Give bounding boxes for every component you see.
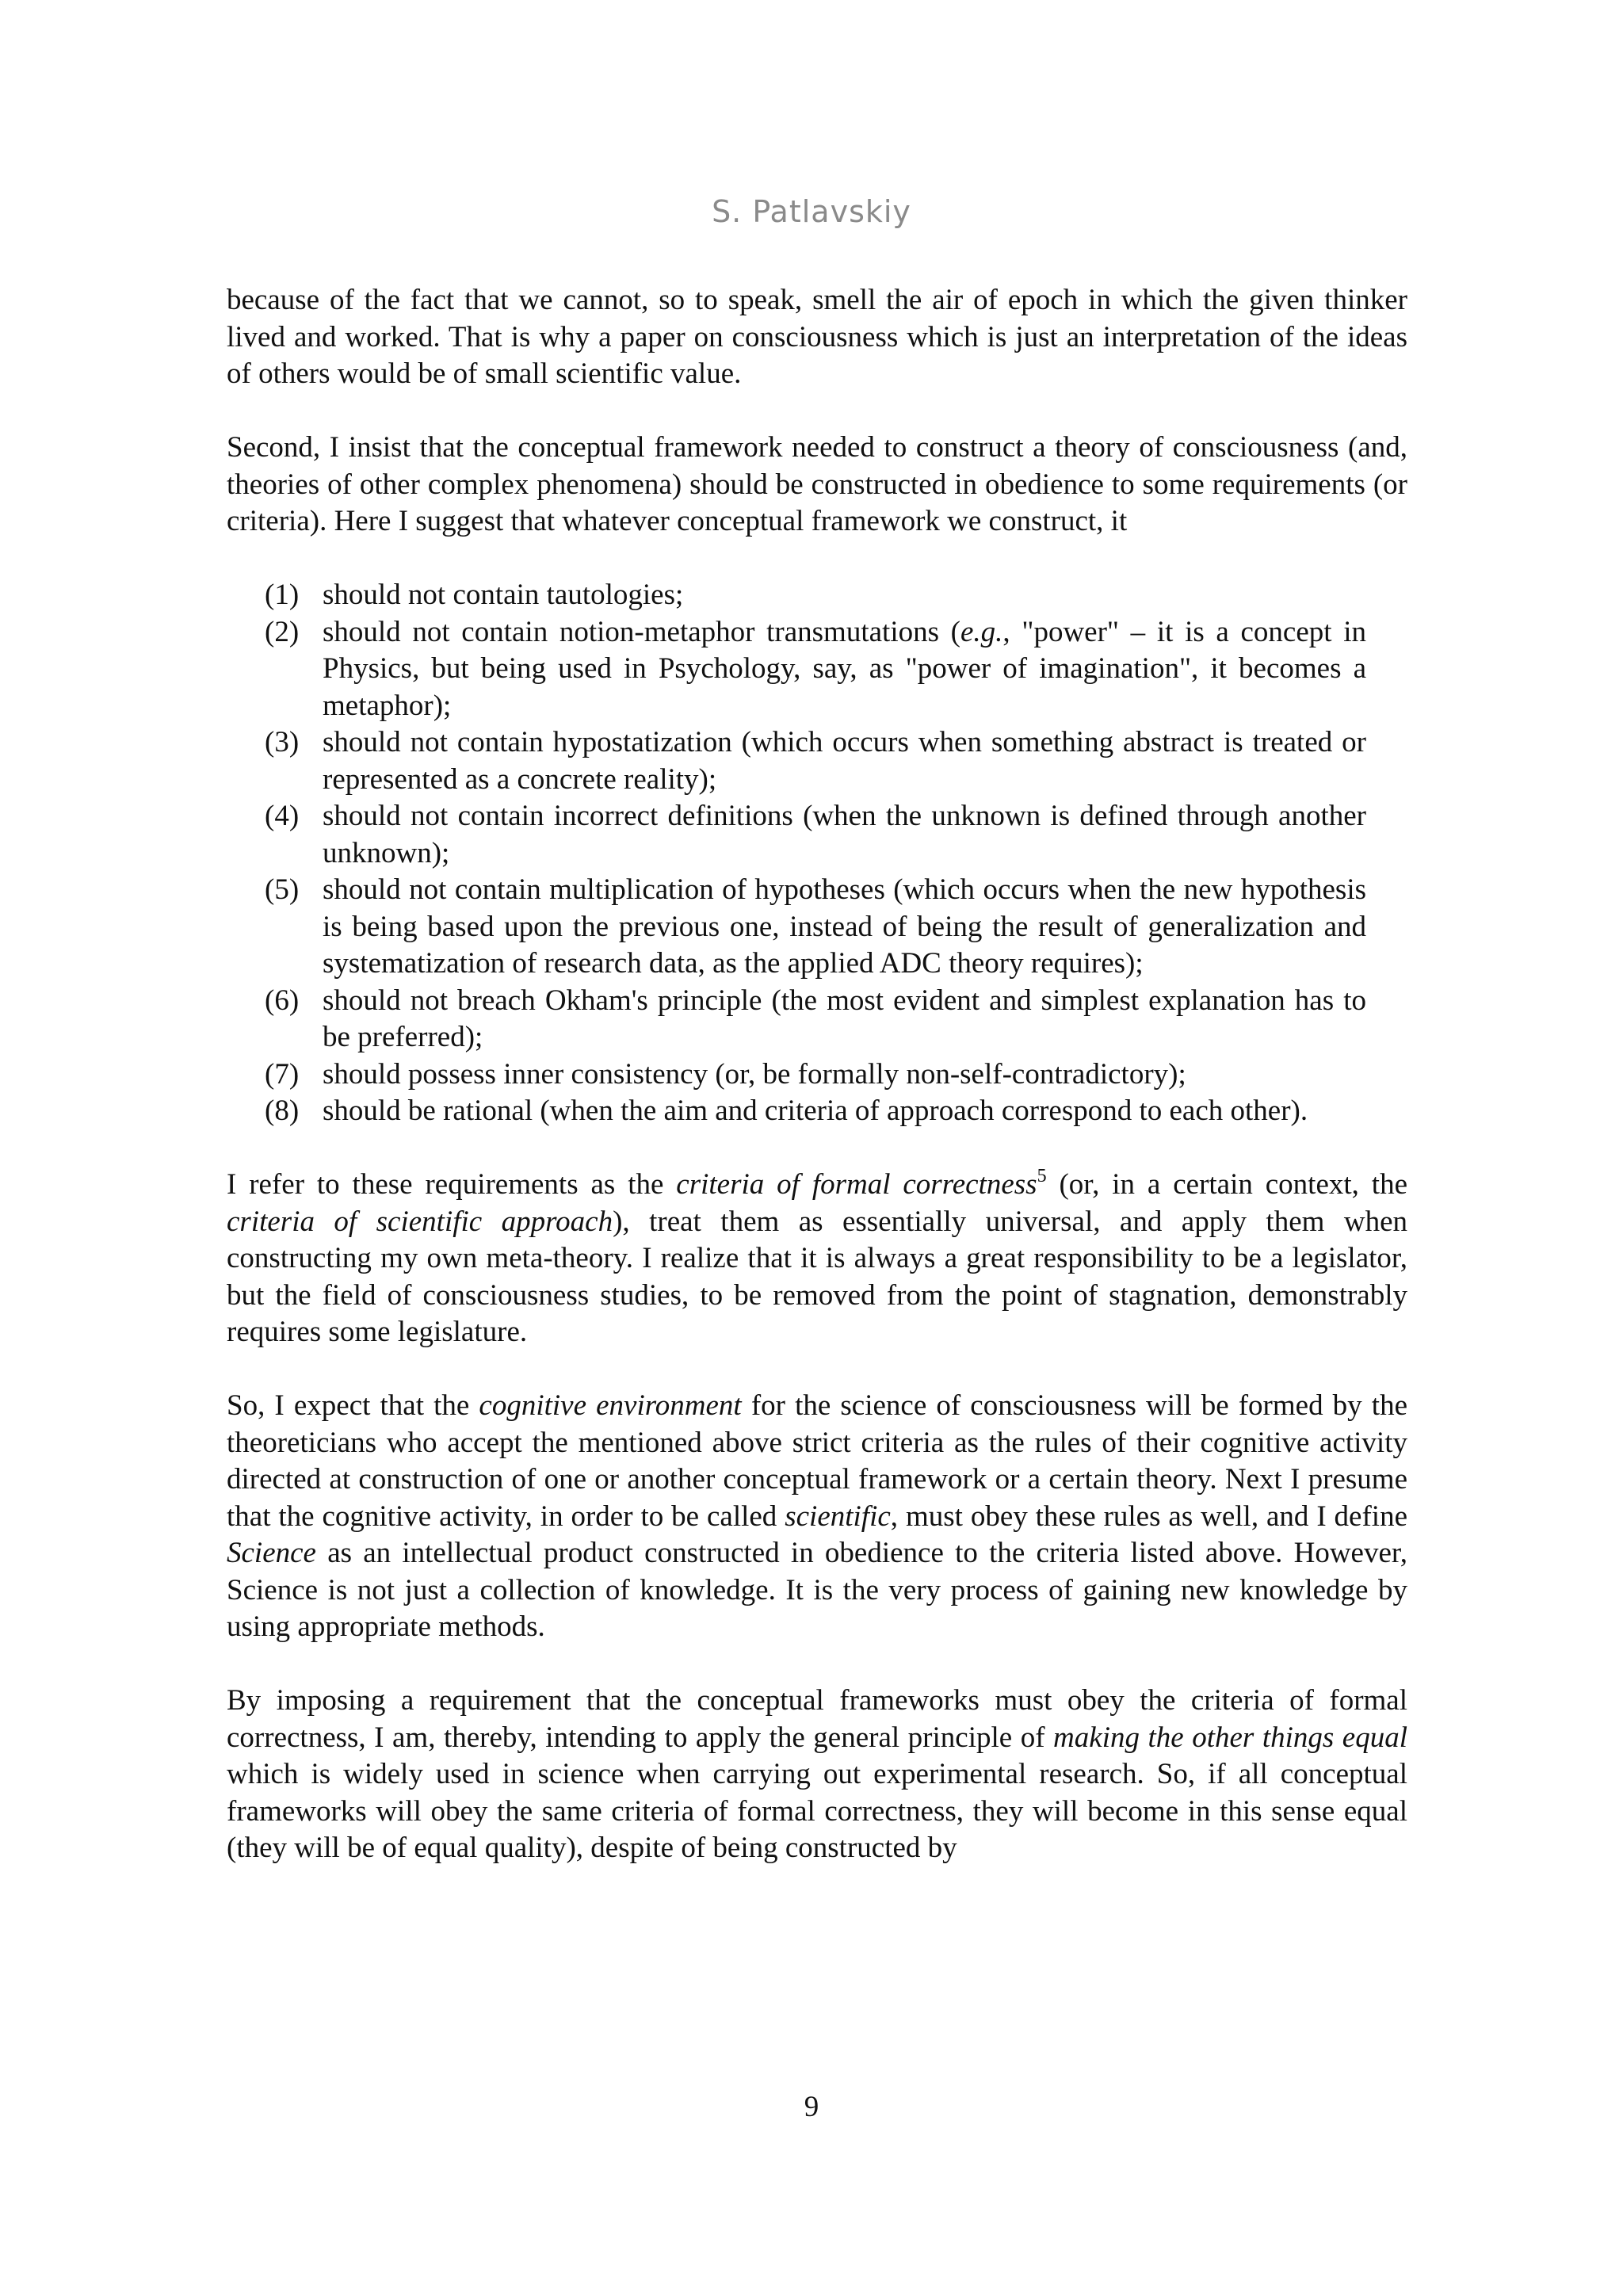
paragraph-5 bbox=[227, 1683, 1407, 1867]
paragraph-text: I refer to these requirements as the bbox=[227, 1168, 677, 1201]
paragraph-text: which is widely used in science when carrying out experimental research. So, if all conceptual frameworks will obey the same criteria of formal correctness, they will become in this sense equal (they will be of equal quality), despite of being constructed by bbox=[227, 1758, 1407, 1864]
paragraph-text: So, I expect that the bbox=[227, 1389, 479, 1422]
paragraph-4 bbox=[227, 1388, 1407, 1646]
list-item-text: should not contain notion-metaphor transmutations ( bbox=[323, 615, 960, 648]
requirements-list bbox=[265, 577, 1366, 1130]
emphasis-making-other-things-equal: making the other things equal bbox=[1053, 1721, 1407, 1754]
list-item-number: (8) bbox=[265, 1095, 300, 1127]
paragraph-1: because of the fact that we cannot, so to speak, smell the air of epoch in which the given thinker lived and worked. That is why a paper on consciousness which is just an interpretation of the ideas of others would be of small scientific value. bbox=[227, 284, 1407, 390]
body-text bbox=[227, 282, 1407, 1867]
list-item bbox=[265, 798, 1366, 872]
paragraph-text: By imposing a requirement that the conceptual frameworks must obey the criteria of formal correctness, I am, thereby, intending to apply the general principle of bbox=[227, 1684, 1407, 1754]
paragraph-3 bbox=[227, 1167, 1407, 1351]
list-item-number: (7) bbox=[265, 1057, 300, 1091]
list-item-number: (6) bbox=[265, 984, 300, 1017]
list-item-number: (4) bbox=[265, 800, 300, 832]
list-item-text: should not contain multiplication of hypotheses (which occurs when the new hypothesis is being based upon the previous one, instead of being the result of generalization and systematization of research data, as the applied ADC theory requires); bbox=[323, 873, 1366, 980]
list-item-text: should not contain tautologies; bbox=[323, 579, 684, 611]
footnote-ref[interactable]: 5 bbox=[1037, 1166, 1047, 1186]
list-item-emphasis: e.g. bbox=[960, 615, 1003, 648]
list-item-text: should possess inner consistency (or, be formally non-self-contradictory); bbox=[323, 1057, 1186, 1091]
list-item bbox=[265, 1093, 1366, 1130]
paragraph-text: for the science of consciousness will be formed by the theoreticians who accept the mentioned above strict criteria as the rules of their cognitive activity directed at construction of one or another conceptual framework or a certain theory. Next I presume that the cognitive activity, in order to be called bbox=[227, 1389, 1407, 1533]
running-head: S. Patlavskiy bbox=[712, 194, 911, 229]
list-item bbox=[265, 724, 1366, 798]
list-item-number: (1) bbox=[265, 579, 300, 611]
emphasis-scientific: scientific bbox=[785, 1499, 891, 1533]
emphasis-criteria-of-scientific-approach: criteria of scientific approach bbox=[227, 1205, 613, 1238]
list-item-text: should not contain incorrect definitions (when the unknown is defined through another unknown); bbox=[323, 800, 1366, 869]
emphasis-cognitive-environment: cognitive environment bbox=[479, 1389, 742, 1422]
paragraph-2: Second, I insist that the conceptual framework needed to construct a theory of consciousness (and, theories of other complex phenomena) should be constructed in obedience to some requirements (or criteria). Here I suggest that whatever conceptual framework we construct, it bbox=[227, 431, 1407, 537]
emphasis-science: Science bbox=[227, 1537, 316, 1569]
list-item bbox=[265, 577, 1366, 614]
list-item-number: (3) bbox=[265, 726, 300, 758]
list-item bbox=[265, 872, 1366, 983]
list-item bbox=[265, 1056, 1366, 1094]
list-item bbox=[265, 614, 1366, 725]
page-number: 9 bbox=[804, 2091, 819, 2123]
list-item-number: (5) bbox=[265, 873, 300, 906]
list-item bbox=[265, 983, 1366, 1056]
list-item-text: should not contain hypostatization (which occurs when something abstract is treated or represented as a concrete reality); bbox=[323, 726, 1366, 796]
list-item-text: should not breach Okham's principle (the most evident and simplest explanation has to be preferred); bbox=[323, 984, 1366, 1053]
paragraph-text: , must obey these rules as well, and I define bbox=[890, 1499, 1407, 1533]
list-item-text: should be rational (when the aim and criteria of approach correspond to each other). bbox=[323, 1095, 1308, 1127]
emphasis-criteria-of-formal-correctness: criteria of formal correctness bbox=[676, 1168, 1037, 1201]
list-item-text: , "power" – it is a concept in Physics, but being used in Psychology, say, as "power of imagination", it becomes a metaphor); bbox=[323, 615, 1366, 722]
paragraph-text: (or, in a certain context, the bbox=[1046, 1168, 1407, 1201]
paragraph-text: ), treat them as essentially universal, and apply them when constructing my own meta-theory. I realize that it is always a great responsibility to be a legislator, but the field of consciousness studies, to be removed from the point of stagnation, demonstrably requires some legislature. bbox=[227, 1205, 1407, 1348]
list-item-number: (2) bbox=[265, 615, 300, 648]
paragraph-text: as an intellectual product constructed in obedience to the criteria listed above. However, Science is not just a collection of knowledge. It is the very process of gaining new knowledge by using appropriate methods. bbox=[227, 1537, 1407, 1643]
